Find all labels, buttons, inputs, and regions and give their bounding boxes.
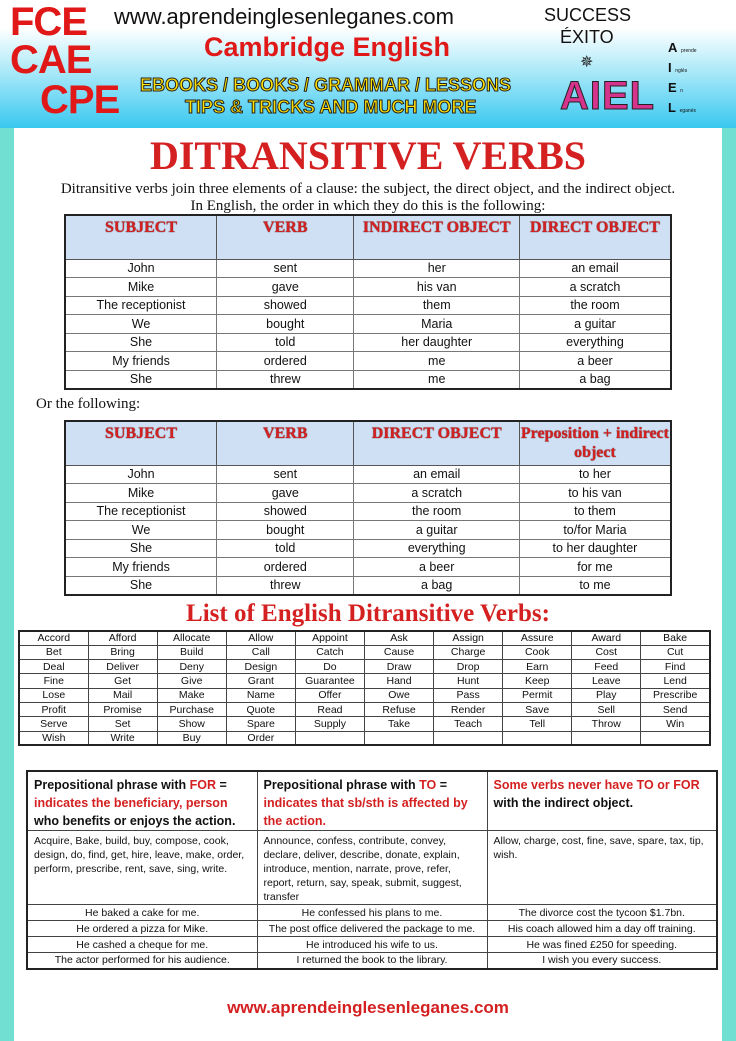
verb-cell: Order (226, 731, 295, 745)
site-url[interactable]: www.aprendeinglesenleganes.com (114, 4, 454, 29)
example-sentence: He ordered a pizza for Mike. (27, 921, 257, 937)
verb-list-table (18, 630, 711, 746)
header-preposition-indirect-object: Preposition + indirect object (519, 421, 671, 465)
verb-cell: Serve (19, 717, 88, 731)
table-cell: The receptionist (65, 296, 217, 315)
verb-cell: Hunt (434, 674, 503, 688)
verb-cell: Take (365, 717, 434, 731)
aiel-logo: AIEL (560, 74, 656, 118)
table-row (65, 502, 671, 521)
example-sentence: He baked a cake for me. (27, 905, 257, 921)
table-cell: told (217, 333, 354, 352)
table-cell: them (354, 296, 520, 315)
table-cell: ordered (217, 558, 354, 577)
verb-cell (641, 731, 710, 745)
example-sentence: He confessed his plans to me. (257, 905, 487, 921)
table-cell: everything (354, 539, 519, 558)
verb-row (19, 631, 710, 645)
example-row (27, 937, 717, 953)
header-subject: SUBJECT (65, 215, 217, 259)
verb-cell: Save (503, 702, 572, 716)
exam-cae: CAE (10, 38, 92, 82)
table-cell: bought (217, 315, 354, 334)
table-cell: She (65, 576, 217, 595)
example-sentence: He introduced his wife to us. (257, 937, 487, 953)
acronym-i: I nglés (668, 60, 688, 75)
verb-cell: Bring (88, 645, 157, 659)
for-header: Prepositional phrase with FOR = indicates the beneficiary, person who benefits or enjoys the action. (27, 771, 257, 831)
example-sentence: He cashed a cheque for me. (27, 937, 257, 953)
example-sentence: The divorce cost the tycoon $1.7bn. (487, 905, 717, 921)
table-cell: a bag (354, 576, 519, 595)
no-preposition-header: Some verbs never have TO or FOR with the indirect object. (487, 771, 717, 831)
verb-cell: Get (88, 674, 157, 688)
table-cell: a bag (519, 370, 671, 389)
table-row (65, 278, 671, 297)
table-cell: Mike (65, 484, 217, 503)
table-cell: sent (217, 259, 354, 278)
table-row (65, 465, 671, 484)
table-cell: a scratch (354, 484, 519, 503)
table-cell: showed (217, 296, 354, 315)
header-verb: VERB (217, 421, 354, 465)
table-cell: to them (519, 502, 671, 521)
verb-cell: Refuse (365, 702, 434, 716)
table-row (65, 558, 671, 577)
table-cell: to her daughter (519, 539, 671, 558)
verb-cell: Design (226, 660, 295, 674)
verb-cell: Guarantee (295, 674, 364, 688)
intro-line-1: Ditransitive verbs join three elements of a clause: the subject, the direct object, and the indirect object. (60, 181, 676, 197)
verb-cell: Prescribe (641, 688, 710, 702)
verb-cell (365, 731, 434, 745)
table-cell: an email (519, 259, 671, 278)
header-indirect-object: INDIRECT OBJECT (354, 215, 520, 259)
verb-cell: Find (641, 660, 710, 674)
success-label: SUCCESS (544, 5, 632, 25)
table-cell: the room (354, 502, 519, 521)
verb-list-title: List of English Ditransitive Verbs: (186, 600, 550, 627)
verb-cell: Afford (88, 631, 157, 645)
example-row (27, 921, 717, 937)
verb-cell: Cost (572, 645, 641, 659)
acronym-a: A prende (668, 40, 697, 55)
verb-cell: Profit (19, 702, 88, 716)
verb-cell: Teach (434, 717, 503, 731)
verb-row (19, 688, 710, 702)
table-cell: a scratch (519, 278, 671, 297)
verb-cell: Bet (19, 645, 88, 659)
no-preposition-verb-list: Allow, charge, cost, fine, save, spare, tax, tip, wish. (487, 831, 717, 905)
table-cell: sent (217, 465, 354, 484)
verb-cell: Lend (641, 674, 710, 688)
exam-fce: FCE (10, 0, 87, 44)
verb-cell: Show (157, 717, 226, 731)
table-cell: She (65, 333, 217, 352)
verb-cell: Allocate (157, 631, 226, 645)
verb-cell: Cause (365, 645, 434, 659)
acronym-l: L eganés (668, 100, 696, 115)
verb-cell: Assure (503, 631, 572, 645)
table-cell: The receptionist (65, 502, 217, 521)
verb-cell: Appoint (295, 631, 364, 645)
verb-cell: Owe (365, 688, 434, 702)
verb-cell: Throw (572, 717, 641, 731)
verb-cell: Play (572, 688, 641, 702)
verb-cell: Bake (641, 631, 710, 645)
verb-row (19, 645, 710, 659)
table-row (65, 333, 671, 352)
or-following-label: Or the following: (36, 396, 141, 412)
table-cell: showed (217, 502, 354, 521)
table-cell: gave (217, 278, 354, 297)
verb-cell: Promise (88, 702, 157, 716)
verb-cell: Deliver (88, 660, 157, 674)
intro-line-2: In English, the order in which they do this is the following: (190, 198, 546, 214)
tagline-2: TIPS & TRICKS AND MUCH MORE (185, 97, 477, 117)
exam-cpe: CPE (40, 78, 120, 122)
table-cell: to/for Maria (519, 521, 671, 540)
table-cell: a guitar (354, 521, 519, 540)
side-bar-right (722, 128, 736, 1041)
verb-cell: Lose (19, 688, 88, 702)
verb-cell: Call (226, 645, 295, 659)
example-sentence: He was fined £250 for speeding. (487, 937, 717, 953)
table-cell: a beer (519, 352, 671, 371)
verb-cell: Award (572, 631, 641, 645)
verb-cell: Read (295, 702, 364, 716)
acronym-e: E n (668, 80, 684, 95)
verb-cell: Quote (226, 702, 295, 716)
table-row (65, 521, 671, 540)
example-row (27, 953, 717, 969)
verb-cell: Allow (226, 631, 295, 645)
table-cell: John (65, 465, 217, 484)
verb-cell: Fine (19, 674, 88, 688)
verb-cell: Do (295, 660, 364, 674)
verb-cell: Permit (503, 688, 572, 702)
table-cell: her (354, 259, 520, 278)
preposition-table (26, 770, 718, 970)
table-cell: My friends (65, 352, 217, 371)
header-subject: SUBJECT (65, 421, 217, 465)
verb-row (19, 660, 710, 674)
verb-cell: Render (434, 702, 503, 716)
verb-cell: Cook (503, 645, 572, 659)
verb-cell: Supply (295, 717, 364, 731)
table-row (65, 352, 671, 371)
verb-cell: Leave (572, 674, 641, 688)
verb-cell: Sell (572, 702, 641, 716)
verb-cell: Charge (434, 645, 503, 659)
table-cell: We (65, 315, 217, 334)
table-cell: She (65, 370, 217, 389)
table-row (65, 576, 671, 595)
table-cell: threw (217, 576, 354, 595)
table-row (65, 296, 671, 315)
table-row (65, 370, 671, 389)
table-cell: me (354, 352, 520, 371)
verb-cell: Catch (295, 645, 364, 659)
table-row (65, 484, 671, 503)
verb-cell: Wish (19, 731, 88, 745)
verb-cell: Win (641, 717, 710, 731)
table1-body (65, 259, 671, 389)
example-sentence: The actor performed for his audience. (27, 953, 257, 969)
sun-icon: ✵ (580, 54, 594, 71)
header-verb: VERB (217, 215, 354, 259)
verb-cell: Earn (503, 660, 572, 674)
verb-cell: Ask (365, 631, 434, 645)
table-cell: to his van (519, 484, 671, 503)
verb-cell: Name (226, 688, 295, 702)
structure-table-1 (64, 214, 672, 390)
table-row (65, 539, 671, 558)
example-sentence: I wish you every success. (487, 953, 717, 969)
verb-row (19, 702, 710, 716)
table-cell: everything (519, 333, 671, 352)
verb-list-body (19, 631, 710, 745)
verb-cell: Purchase (157, 702, 226, 716)
table-cell: gave (217, 484, 354, 503)
header-banner (0, 0, 736, 128)
page-title: DITRANSITIVE VERBS (149, 133, 587, 178)
verb-cell: Draw (365, 660, 434, 674)
table-cell: She (65, 539, 217, 558)
header-direct-object: DIRECT OBJECT (519, 215, 671, 259)
verb-cell: Mail (88, 688, 157, 702)
verb-cell: Feed (572, 660, 641, 674)
verb-row (19, 717, 710, 731)
example-sentence: I returned the book to the library. (257, 953, 487, 969)
table-cell: an email (354, 465, 519, 484)
verb-cell: Give (157, 674, 226, 688)
header-direct-object: DIRECT OBJECT (354, 421, 519, 465)
tagline-1: EBOOKS / BOOKS / GRAMMAR / LESSONS (140, 75, 512, 95)
verb-cell: Tell (503, 717, 572, 731)
verb-cell: Deny (157, 660, 226, 674)
table-cell: My friends (65, 558, 217, 577)
example-sentence: His coach allowed him a day off training. (487, 921, 717, 937)
verb-cell: Build (157, 645, 226, 659)
preposition-body (27, 771, 717, 969)
table-cell: her daughter (354, 333, 520, 352)
table-cell: a guitar (519, 315, 671, 334)
exito-label: ÉXITO (560, 27, 614, 47)
table-cell: the room (519, 296, 671, 315)
verb-cell: Keep (503, 674, 572, 688)
table-cell: Maria (354, 315, 520, 334)
verb-cell: Hand (365, 674, 434, 688)
table-cell: bought (217, 521, 354, 540)
verb-cell: Make (157, 688, 226, 702)
verb-cell: Write (88, 731, 157, 745)
verb-cell: Send (641, 702, 710, 716)
verb-cell: Accord (19, 631, 88, 645)
verb-cell (434, 731, 503, 745)
example-row (27, 905, 717, 921)
verb-cell: Drop (434, 660, 503, 674)
verb-cell: Cut (641, 645, 710, 659)
to-header: Prepositional phrase with TO = indicates that sb/sth is affected by the action. (257, 771, 487, 831)
verb-cell: Offer (295, 688, 364, 702)
table-cell: We (65, 521, 217, 540)
verb-cell: Assign (434, 631, 503, 645)
verb-cell (295, 731, 364, 745)
verb-cell: Deal (19, 660, 88, 674)
table-cell: for me (519, 558, 671, 577)
side-bar-left (0, 128, 14, 1041)
to-verb-list: Announce, confess, contribute, convey, declare, deliver, describe, donate, explain, introduce, mention, narrate, prove, refer, report, return, say, speak, submit, suggest, transfer (257, 831, 487, 905)
table-row (65, 315, 671, 334)
verb-cell (503, 731, 572, 745)
table-cell: Mike (65, 278, 217, 297)
verb-cell: Pass (434, 688, 503, 702)
verb-cell (572, 731, 641, 745)
table-cell: ordered (217, 352, 354, 371)
table-cell: John (65, 259, 217, 278)
table-cell: me (354, 370, 520, 389)
table-cell: to me (519, 576, 671, 595)
verb-row (19, 731, 710, 745)
table-cell: a beer (354, 558, 519, 577)
table-cell: threw (217, 370, 354, 389)
verb-cell: Buy (157, 731, 226, 745)
table2-body (65, 465, 671, 595)
table-row (65, 259, 671, 278)
structure-table-2 (64, 420, 672, 596)
verb-cell: Spare (226, 717, 295, 731)
footer-url[interactable]: www.aprendeinglesenleganes.com (227, 998, 509, 1017)
example-sentence: The post office delivered the package to me. (257, 921, 487, 937)
verb-cell: Set (88, 717, 157, 731)
verb-row (19, 674, 710, 688)
table-cell: to her (519, 465, 671, 484)
table-cell: his van (354, 278, 520, 297)
for-verb-list: Acquire, Bake, build, buy, compose, cook, design, do, find, get, hire, leave, make, order, perform, prescribe, rent, save, sing, write. (27, 831, 257, 905)
brand-title: Cambridge English (204, 32, 451, 62)
table-cell: told (217, 539, 354, 558)
verb-cell: Grant (226, 674, 295, 688)
